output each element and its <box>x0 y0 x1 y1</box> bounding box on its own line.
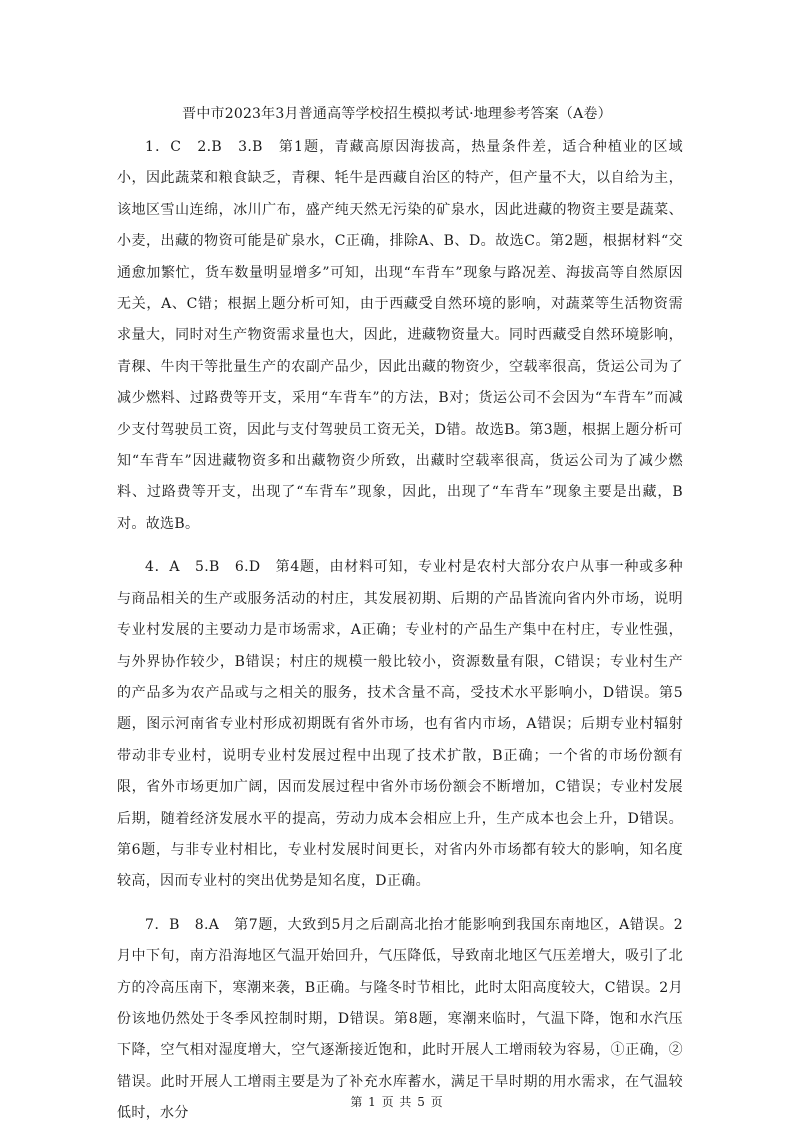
page-number-footer: 第 1 页 共 5 页 <box>350 1095 444 1109</box>
answer-paragraph-1: 1．C 2.B 3.B 第1题，青藏高原因海拔高，热量条件差，适合种植业的区域小，因此蔬菜和粮食缺乏，青稞、牦牛是西藏自治区的特产，但产量不大，以自给为主，该地区雪山连绵，冰川广布，盛产纯天然无污染的矿泉水，因此进藏的物资主要是蔬菜、小麦，出藏的物资可能是矿泉水，C正确，排除A、B、D。故选C。第2题，根据材料“交通愈加繁忙，货车数量明显增多”可知，出现“车背车”现象与路况差、海拔高等自然原因无关，A、C错；根据上题分析可知，由于西藏受自然环境的影响，对蔬菜等生活物资需求量大，同时对生产物资需求量也大，因此，进藏物资量大。同时西藏受自然环境影响，青稞、牛肉干等批量生产的农副产品少，因此出藏的物资少，空载率很高，货运公司为了减少燃料、过路费等开支，采用“车背车”的方法，B对；货运公司不会因为“车背车”而减少支付驾驶员工资，因此与支付驾驶员工资无关，D错。故选B。第3题，根据上题分析可知“车背车”因进藏物资多和出藏物资少所致，出藏时空载率很高，货运公司为了减少燃料、过路费等开支，出现了“车背车”现象，因此，出现了“车背车”现象主要是出藏，B对。故选B。 <box>117 139 683 532</box>
answer-paragraph-2: 4．A 5.B 6.D 第4题，由材料可知，专业村是农村大部分农户从事一种或多种与商品相关的生产或服务活动的村庄，其发展初期、后期的产品皆流向省内外市场，说明专业村发展的主要动力是市场需求，A正确；专业村的产品生产集中在村庄，专业性强，与外界协作较少，B错误；村庄的规模一般比较小，资源数量有限，C错误；专业村生产的产品多为农产品或与之相关的服务，技术含量不高，受技术水平影响小，D错误。第5题，图示河南省专业村形成初期既有省外市场，也有省内市场，A错误；后期专业村辐射带动非专业村，说明专业村发展过程中出现了技术扩散，B正确；一个省的市场份额有限，省外市场更加广阔，因而发展过程中省外市场份额会不断增加，C错误；专业村发展后期，随着经济发展水平的提高，劳动力成本会相应上升，生产成本也会上升，D错误。第6题，与非专业村相比，专业村发展时间更长，对省内外市场都有较大的影响，知名度较高，因而专业村的突出优势是知名度，D正确。 <box>117 559 683 890</box>
answer-paragraph-3: 7．B 8.A 第7题，大致到5月之后副高北抬才能影响到我国东南地区，A错误。2月中下旬，南方沿海地区气温开始回升，气压降低，导致南北地区气压差增大，吸引了北方的冷高压南下，寒潮来袭，B正确。与隆冬时节相比，此时太阳高度较大，C错误。2月份该地仍然处于冬季风控制时期，D错误。第8题，寒潮来临时，气温下降，饱和水汽压下降，空气相对湿度增大，空气逐渐接近饱和，此时开展人工增雨较为容易，①正确，②错误。此时开展人工增雨主要是为了补充水库蓄水，满足干旱时期的用水需求，在气温较低时，水分 <box>117 916 683 1122</box>
page-title: 晋中市2023年3月普通高等学校招生模拟考试·地理参考答案（A卷） <box>182 106 612 122</box>
answer-body <box>117 132 683 1142</box>
